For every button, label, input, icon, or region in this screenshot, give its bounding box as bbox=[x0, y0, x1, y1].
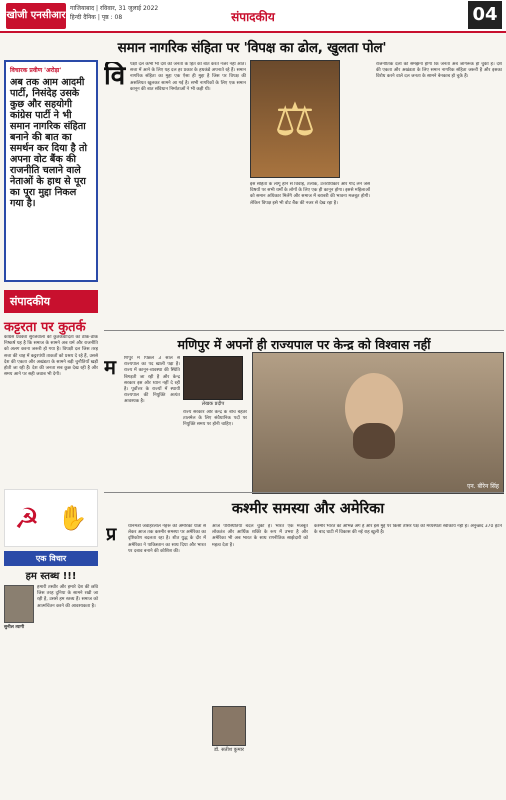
scale-icon: ⚖ bbox=[274, 92, 316, 146]
one-line-body: हमारी तस्वीर और हमारे देश की छवि जिस तरह दुनिया के सामने रखी जा रही है, उससे हम स्तब्ध हैं। समाज को आत्मचिंतन करने की आवश्यकता है। bbox=[37, 585, 98, 609]
hand-icon: ✋ bbox=[57, 504, 88, 532]
editorial-body: कांग्रेस प्रवक्ता सुरजेवाला की कुतर्कवादिता का ठीक-ठीक निष्कर्ष यह है कि समाज के सामने अब धर्म और राजनीति को अलग करना जरूरी हो गया है। विपक्षी दल जिस तरह सत्ता की चाह में कट्टरपंथी ताकतों को प्रश्रय दे रहे हैं, उससे देश की एकता और अखंडता के सामने बड़ी चुनौतियाँ खड़ी होती जा रही हैं। देश की जनता सब कुछ देख रही है और समय आने पर सही जवाब भी देगी। bbox=[4, 335, 98, 378]
thought-box bbox=[4, 60, 98, 282]
editorial-tag: संपादकीय bbox=[4, 290, 98, 313]
manipur-body-2: राज्य सरकार और केन्द्र के बीच बेहतर तालमेल के लिए संवैधानिक पदों पर नियुक्ति समय पर होनी चाहिए। bbox=[183, 410, 247, 428]
thought-text: अब तक आम आदमी पार्टी, निसंदेह उसके कुछ और सहयोगी कांग्रेस पार्टी ने भी समान नागरिक संहिता बनाने की बात का समर्थन कर दिया है तो अपना वोट बैंक की राजनीति चलाने वाले नेताओं के हाथ से पूरा का पूरा मुद्दा निकल गया है। bbox=[10, 77, 88, 209]
one-line-tag: एक विचार bbox=[4, 551, 98, 566]
dateline-main: गाजियाबाद | रविवार, 31 जुलाई 2022 bbox=[70, 5, 159, 12]
portrait-beard bbox=[353, 423, 395, 459]
manipur-dropcap: म bbox=[104, 356, 116, 378]
chief-minister-photo bbox=[252, 352, 504, 494]
kashmir-author-caption: डॉ. सतीश कुमार bbox=[214, 747, 244, 753]
hammer-sickle-icon: ☭ bbox=[14, 501, 40, 535]
page-number: 04 bbox=[468, 1, 502, 29]
kashmir-headline[interactable]: कश्मीर समस्या और अमेरिका bbox=[231, 501, 385, 517]
lead-body-3: राजनीतिक दलों को समझना होगा कि जनता अब जागरूक हो चुकी है। देश की एकता और अखंडता के लिए समान नागरिक संहिता जरूरी है और इसका विरोध करने वाले दल जनता के सामने बेनकाब हो चुके हैं। bbox=[376, 62, 502, 80]
one-line-author: सुनील त्यागी bbox=[4, 625, 25, 630]
portrait-caption: एन. बीरेन सिंह bbox=[467, 483, 499, 490]
masthead bbox=[0, 0, 506, 33]
one-line-content bbox=[4, 585, 98, 623]
divider bbox=[104, 492, 504, 493]
party-symbols-image bbox=[4, 489, 98, 547]
writer-photo bbox=[183, 356, 243, 400]
kashmir-body-3: कश्मीर भारत का अभिन्न अंग है और इस मुद्दे पर किसी तीसरे पक्ष की मध्यस्थता स्वीकार्य नहीं है। अनुच्छेद 370 हटने के बाद घाटी में विकास की नई राह खुली है। bbox=[314, 524, 502, 536]
writer-caption: लेखक प्रदीप bbox=[201, 401, 225, 407]
editorial-title[interactable]: कट्टरता पर कुतर्क bbox=[4, 320, 86, 335]
kashmir-dropcap: प्र bbox=[106, 524, 117, 545]
lead-body-2: इस संहिता के लागू होने से विवाह, तलाक, उत्तराधिकार और गोद लेने जैसे विषयों पर सभी धर्मों के लोगों के लिए एक ही कानून होगा। इससे महिलाओं को समान अधिकार मिलेंगे और समाज में बराबरी की भावना मजबूत होगी। लेकिन विपक्ष इसे भी वोट बैंक की नजर से देख रहा है। bbox=[250, 182, 370, 206]
dateline-sub: हिन्दी दैनिक | पृष्ठ : 08 bbox=[70, 14, 123, 21]
justice-scale-image bbox=[250, 60, 340, 178]
newspaper-logo[interactable]: खोजी एनसीआर bbox=[6, 3, 66, 29]
manipur-headline[interactable]: मणिपुर में अपनों ही राज्यपाल पर केन्द्र को विश्वास नहीं bbox=[177, 337, 431, 352]
author-photo bbox=[4, 585, 34, 623]
one-line-title[interactable]: हम स्तब्ध !!! bbox=[25, 571, 77, 582]
left-column bbox=[4, 60, 98, 792]
kashmir-author-photo bbox=[212, 706, 246, 746]
lead-body-1: पक्षी दल कभी भी देश की जनता के हित की बात करते नजर नहीं आते। सत्ता में आने के लिए यह दल हर प्रकार के हथकंडे अपनाते रहे हैं। समान नागरिक संहिता का मुद्दा एक ऐसा ही मुद्दा है जिस पर विपक्ष की असलियत खुलकर सामने आ गई है। सभी नागरिकों के लिए एक समान कानून की बात संविधान निर्माताओं ने भी कही थी। bbox=[130, 62, 246, 92]
kashmir-body-1: धानमंत्री जवाहरलाल नेहरू की अमेरिका यात्रा से लेकर आज तक कश्मीर समस्या पर अमेरिका का दृष्टिकोण बदलता रहा है। शीत युद्ध के दौर में अमेरिका ने पाकिस्तान का साथ दिया और भारत पर दबाव बनाने की कोशिश की। bbox=[128, 524, 206, 554]
section-title: संपादकीय bbox=[231, 10, 275, 24]
lead-dropcap: वि bbox=[104, 62, 126, 90]
manipur-body-1: णिपुर में पिछले 3 साल से राज्यपाल का पद खाली पड़ा है। राज्य में कानून-व्यवस्था की स्थिति बिगड़ती जा रही है और केन्द्र सरकार इस ओर ध्यान नहीं दे रही है। पूर्वोत्तर के राज्यों में स्थायी राज्यपाल की नियुक्ति अत्यंत आवश्यक है। bbox=[124, 356, 180, 405]
kashmir-body-2: आज परिस्थितियाँ बदल चुकी हैं। भारत एक मजबूत लोकतंत्र और आर्थिक शक्ति के रूप में उभरा है और अमेरिका भी अब भारत के साथ रणनीतिक साझेदारी को महत्व देता है। bbox=[212, 524, 308, 548]
thought-label: विचारक प्रवीण 'अरोड़ा' bbox=[10, 67, 62, 74]
divider bbox=[104, 330, 504, 331]
lead-headline[interactable]: समान नागरिक संहिता पर 'विपक्ष का ढोल, खुलता पोल' bbox=[117, 40, 387, 56]
